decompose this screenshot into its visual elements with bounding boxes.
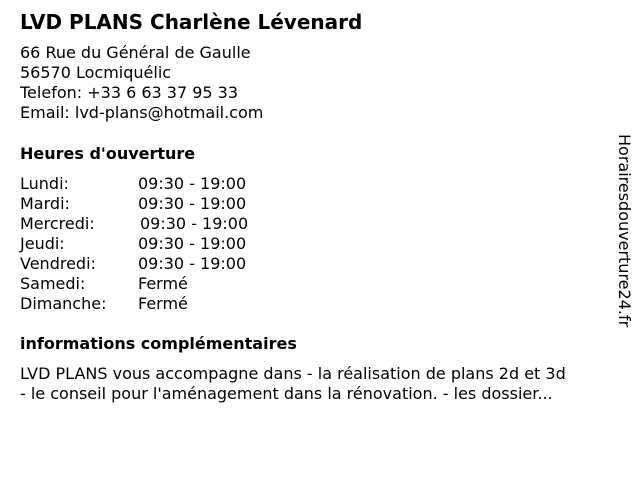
hours-time: 09:30 - 19:00 [138, 254, 247, 273]
business-name: LVD PLANS Charlène Lévenard [20, 10, 363, 34]
info-line: - le conseil pour l'aménagement dans la rénovation. - les dossier... [20, 384, 553, 403]
hours-time: Fermé [138, 294, 188, 313]
address-city: 56570 Locmiquélic [20, 63, 172, 82]
opening-hours-heading: Heures d'ouverture [20, 144, 196, 163]
hours-row [20, 294, 320, 314]
hours-day: Jeudi: [20, 234, 65, 253]
hours-day: Dimanche: [20, 294, 107, 313]
hours-time: 09:30 - 19:00 [140, 214, 249, 233]
hours-time: 09:30 - 19:00 [138, 194, 247, 213]
hours-row [20, 274, 320, 294]
hours-day: Samedi: [20, 274, 86, 293]
opening-hours-table [20, 174, 320, 314]
hours-time: 09:30 - 19:00 [138, 234, 247, 253]
watermark-text: Horairesdouverture24.fr [615, 134, 634, 328]
hours-day: Mardi: [20, 194, 70, 213]
hours-time: 09:30 - 19:00 [138, 174, 247, 193]
hours-row [20, 254, 320, 274]
additional-info-text [20, 364, 620, 404]
additional-info-heading: informations complémentaires [20, 334, 297, 353]
phone-number: Telefon: +33 6 63 37 95 33 [20, 83, 239, 102]
hours-row [20, 174, 320, 194]
hours-day: Mercredi: [20, 214, 95, 233]
hours-day: Lundi: [20, 174, 69, 193]
contact-block [20, 43, 263, 123]
hours-row [20, 234, 320, 254]
email-address: Email: lvd-plans@hotmail.com [20, 103, 264, 122]
info-line: LVD PLANS vous accompagne dans - la réalisation de plans 2d et 3d [20, 364, 566, 383]
site-watermark [612, 134, 636, 346]
hours-row [20, 214, 320, 234]
hours-day: Vendredi: [20, 254, 96, 273]
address-street: 66 Rue du Général de Gaulle [20, 43, 251, 62]
hours-time: Fermé [138, 274, 188, 293]
hours-row [20, 194, 320, 214]
